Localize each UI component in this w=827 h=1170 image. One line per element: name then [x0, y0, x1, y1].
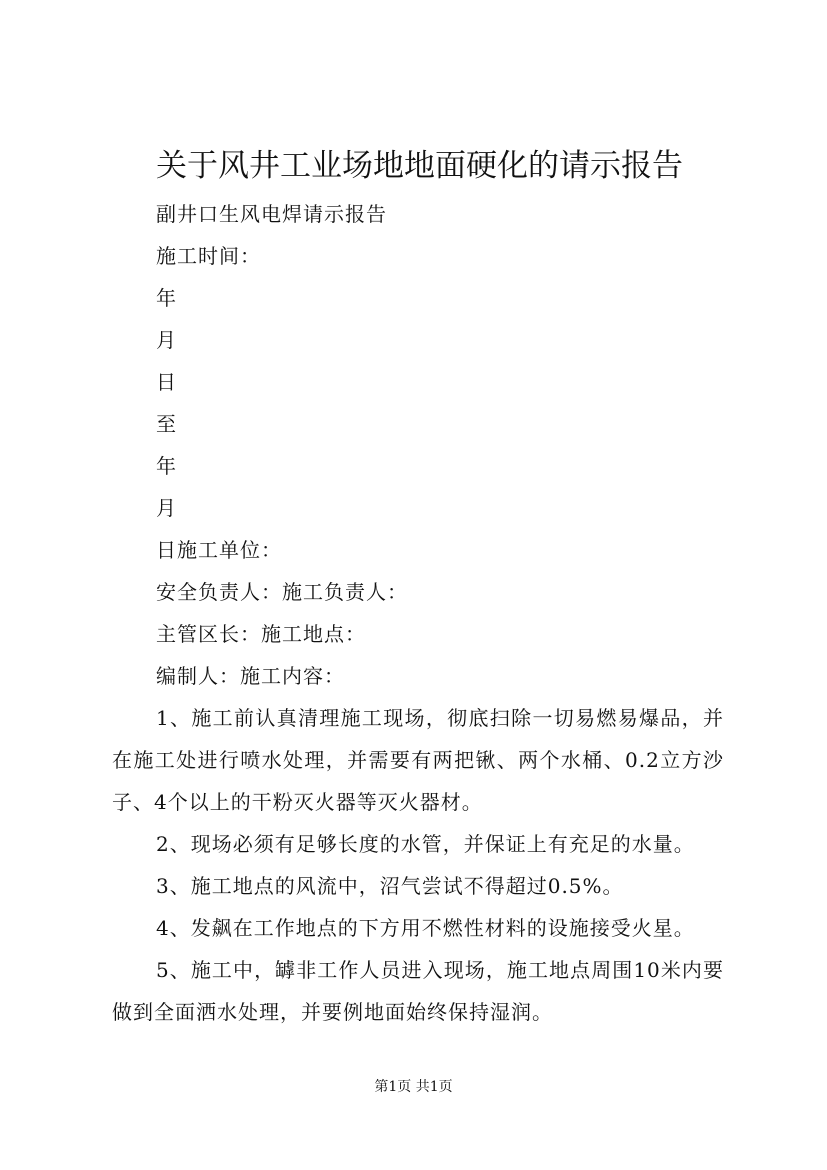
paragraph: 1、施工前认真清理施工现场，彻底扫除一切易燃易爆品，并在施工处进行喷水处理，并需要有两把锹、两个水桶、0.2立方沙子、4个以上的干粉灭火器等灭火器材。 [112, 706, 724, 814]
text-line: 年 [156, 286, 177, 310]
text-line: 编制人：施工内容： [156, 664, 345, 688]
page-footer: 第1页 共1页 [374, 1079, 453, 1095]
text-line: 施工时间： [156, 244, 261, 268]
text-line: 日施工单位： [156, 538, 282, 562]
text-line: 主管区长：施工地点： [156, 622, 366, 646]
document-title: 关于风井工业场地地面硬化的请示报告 [156, 148, 683, 184]
subtitle-line: 副井口生风电焊请示报告 [156, 202, 387, 226]
paragraph: 2、现场必须有足够长度的水管，并保证上有充足的水量。 [156, 832, 695, 856]
text-line: 月 [156, 328, 177, 352]
text-line: 至 [156, 412, 177, 436]
paragraph: 4、发飙在工作地点的下方用不燃性材料的设施接受火星。 [156, 916, 695, 940]
text-line: 日 [156, 370, 177, 394]
paragraph: 3、施工地点的风流中，沼气尝试不得超过0.5%。 [156, 874, 624, 898]
text-line: 年 [156, 454, 177, 478]
text-line: 月 [156, 496, 177, 520]
paragraph: 5、施工中，罅非工作人员进入现场，施工地点周围10米内要做到全面洒水处理，并要例地面始终保持湿润。 [112, 958, 724, 1024]
text-line: 安全负责人：施工负责人： [156, 580, 408, 604]
